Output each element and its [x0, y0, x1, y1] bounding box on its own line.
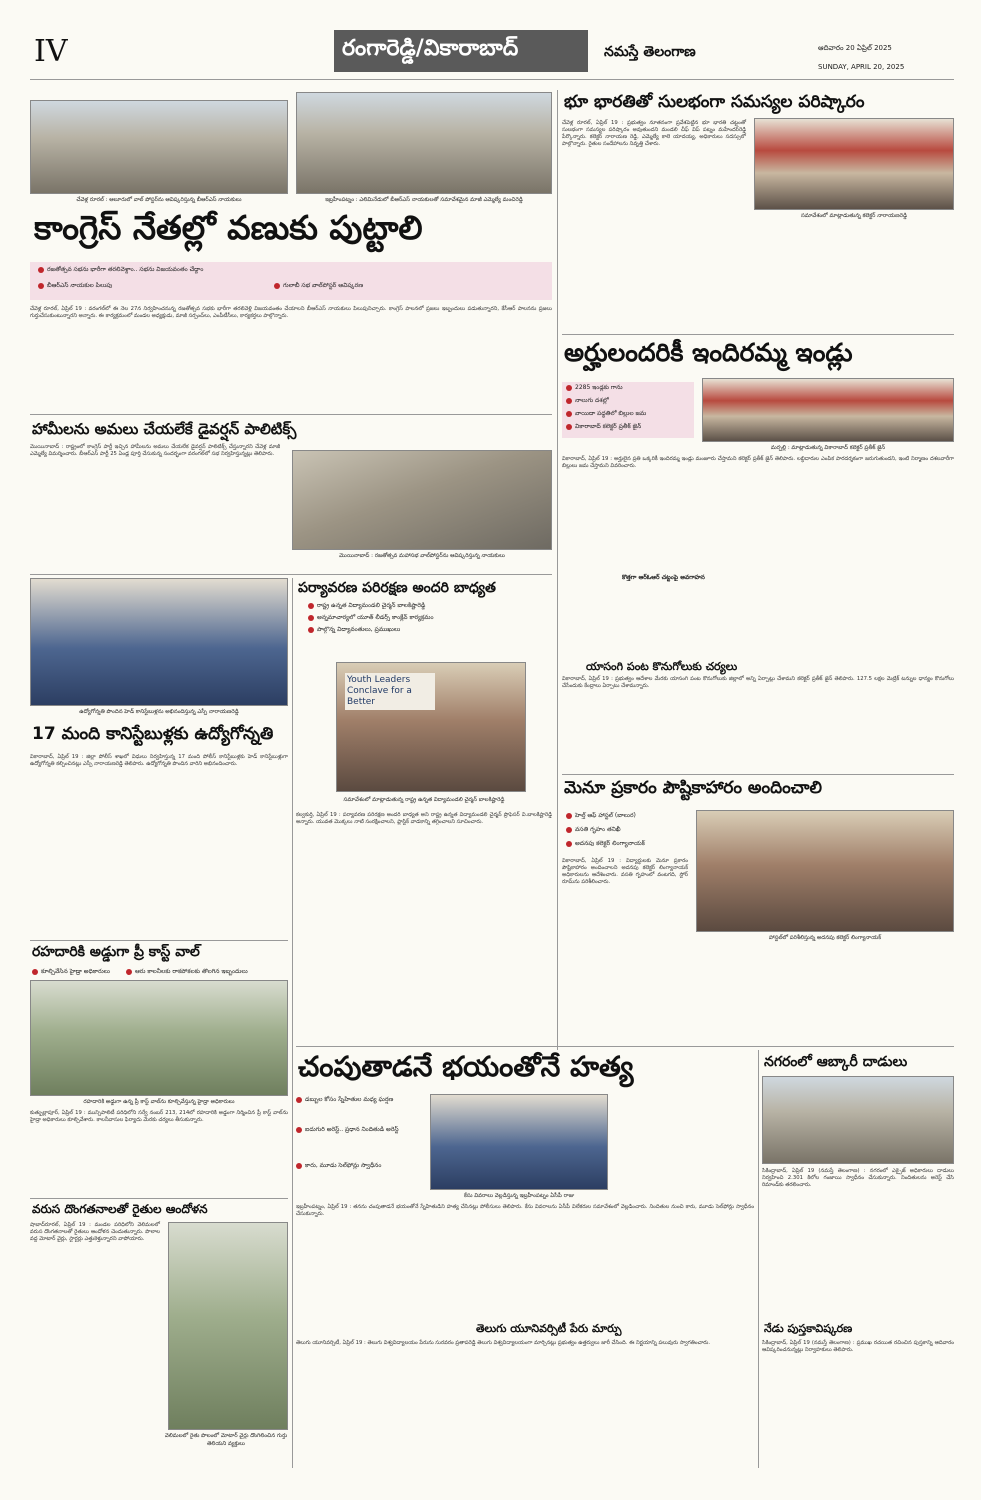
bullet-2 [566, 826, 621, 834]
page-number: IV [34, 34, 68, 69]
divider-vertical [758, 1050, 759, 1468]
caption: రహదారికి అడ్డుగా ఉన్న ప్రీ కాస్ట్ వాల్‌ను కూల్చివేస్తున్న హైడ్రా అధికారులు [83, 1099, 235, 1105]
body: వికారాబాద్, ఏప్రిల్ 19 : ప్రభుత్వం ఆదేశాల మేరకు యాసంగి పంట కొనుగోలుకు జిల్లాలో అన్ని ఏర్పాట్లు చేశామని కలెక్టర్ ప్రతీక్ జైన్ తెలిపారు. 127.5 లక్షల మెట్రిక్ టన్నుల ధాన్యం కొనుగోలు చేసేందుకు కేంద్రాలు ఏర్పాటు చేశామన్నారు. [562, 676, 956, 689]
headline: తెలుగు యూనివర్సిటీ పేరు మార్పు [476, 1322, 622, 1335]
headline: యాసంగి పంట కొనుగోలుకు చర్యలు [586, 660, 738, 673]
bullet-1 [566, 812, 636, 820]
body: వికారాబాద్, ఏప్రిల్ 19 : జిల్లా పోలీస్ శాఖలో విధులు నిర్వహిస్తున్న 17 మంది పోలీస్ కానిస్టేబుళ్లకు హెడ్ కానిస్టేబుళ్లుగా ఉద్యోగోన్నతి కల్పించినట్లు ఎస్పీ నారాయణరెడ్డి తెలిపారు. ఉద్యోగోన్నతి పొందిన వారిని అభినందించారు. [30, 754, 290, 767]
bullet-4-text: వికారాబాద్ కలెక్టర్ ప్రతీక్ జైన్ [575, 423, 642, 430]
photo-farm-theft [168, 1222, 288, 1430]
bullet-icon [126, 969, 132, 975]
subhead-1-text: కూల్చివేసిన హైడ్రా అధికారులు [41, 968, 110, 975]
divider-horizontal [562, 334, 954, 335]
subhead-3 [274, 282, 363, 290]
photo-wallposter-aluru [30, 100, 288, 194]
subhead-3-text: పాల్గొన్న విద్యావంతులు, ప్రముఖులు [317, 626, 401, 633]
bullet-3 [566, 410, 646, 418]
bullet-4 [566, 423, 641, 431]
story-nutrition [562, 778, 954, 1048]
bullet-1 [296, 1096, 422, 1104]
subhead-2-text: బీఆర్‌ఎస్ నాయకుల పిలుపు [47, 282, 113, 289]
bullet-icon [296, 1163, 302, 1169]
bullet-2-text: ఐదుగురి అరెస్ట్.. ప్రధాన నిందితుడి అరెస్ట్ [305, 1126, 399, 1133]
subhead-2 [38, 282, 112, 290]
headline: నగరంలో ఆబ్కారీ దాడులు [764, 1054, 908, 1070]
subhead-2 [308, 614, 434, 622]
subhead-1-text: రాష్ట్ర ఉన్నత విద్యామండలి చైర్మన్ బాలకిష్టారెడ్డి [317, 602, 426, 609]
story-book [762, 1322, 954, 1468]
masthead [0, 0, 981, 82]
story-university [296, 1322, 754, 1468]
bullet-list [296, 1096, 422, 1206]
headline: 17 మంది కానిస్టేబుళ్లకు ఉద్యోగోన్నతి [32, 724, 274, 744]
photo-hostel-inspection [696, 810, 954, 932]
story-wall [30, 944, 288, 1192]
body: సికింద్రాబాద్, ఏప్రిల్ 19 (నమస్తే తెలంగాణ) : ప్రముఖ రచయిత రచించిన పుస్తకాన్ని ఆదివారం ఆవిష్కరించనున్నట్లు నిర్వాహకులు తెలిపారు. [762, 1340, 956, 1353]
story-rain [30, 1202, 288, 1468]
body: సికింద్రాబాద్, ఏప్రిల్ 19 (నమస్తే తెలంగాణ) : నగరంలో ఎక్సైజ్ అధికారులు దాడులు నిర్వహించి 2.301 కిలోల గంజాయి స్వాధీనం చేసుకున్నారు. నిందితులను అరెస్ట్ చేసి రిమాండ్‌కు తరలించారు. [762, 1168, 956, 1188]
headline: మెనూ ప్రకారం పౌష్టికాహారం అందించాలి [564, 778, 822, 798]
photo-bhubharathi-meeting [754, 118, 954, 210]
subhead-1 [32, 968, 110, 976]
photo-youth-conclave [336, 662, 526, 792]
body: చేవెళ్ల రూరల్, ఏప్రిల్ 19 : వరంగల్‌లో ఈ నెల 27న నిర్వహించనున్న రజతోత్సవ సభకు భారీగా తరలివెళ్లి విజయవంతం చేయాలని బీఆర్‌ఎస్ నాయకులు పిలుపునిచ్చారు. కాంగ్రెస్ పాలనలో ప్రజలు ఇబ్బందులు పడుతున్నారని, కేసీఆర్ పాలనను ప్రజలు గుర్తుచేసుకుంటున్నారని అన్నారు. ఈ కార్యక్రమంలో మండల అధ్యక్షుడు, మాజీ సర్పంచ్‌లు, ఎంపీటీసీలు, కార్యకర్తలు పాల్గొన్నారు. [30, 306, 554, 319]
bullet-icon [566, 827, 572, 833]
bullet-2-text: నాలుగు దశల్లో [575, 397, 609, 404]
photo-indiramma-meeting [702, 378, 954, 442]
subhead-3 [308, 626, 400, 634]
bullet-icon [38, 283, 44, 289]
bullet-icon [38, 267, 44, 273]
bullet-1 [566, 384, 623, 392]
headline: నేడు పుస్తకావిష్కరణ [764, 1322, 853, 1335]
section-title: రంగారెడ్డి/వికారాబాద్ [342, 36, 519, 61]
divider-vertical [557, 90, 558, 1050]
bullet-icon [566, 398, 572, 404]
bullet-icon [566, 385, 572, 391]
story-murder [296, 1050, 754, 1314]
bullet-icon [566, 424, 572, 430]
body: మొయినాబాద్ : రాష్ట్రంలో కాంగ్రెస్ పార్టీ ఇచ్చిన హామీలను అమలు చేయలేక డైవర్షన్ పాలిటిక్స్ చేస్తున్నారని చేవెళ్ల మాజీ ఎమ్మెల్యే విమర్శించారు. బీఆర్‌ఎస్ పార్టీ 25 ఏండ్ల పూర్తి చేసుకున్న సందర్భంగా వరంగల్‌లో సభ నిర్వహిస్తున్నట్లు తెలిపారు. [30, 444, 282, 457]
subhead-2 [126, 968, 248, 976]
caption-1: చేవెళ్ల రూరల్ : ఆలూరులో వాల్ పోస్టర్‌ను ఆవిష్కరిస్తున్న బీఆర్‌ఎస్ నాయకులు [76, 197, 242, 203]
photo-excise-raid [762, 1076, 954, 1164]
story-promotion [30, 578, 288, 938]
bullet-3-text: కారు, మూడు సెల్‌ఫోన్లు స్వాధీనం [305, 1162, 382, 1169]
bullet-3-text: వాయిదా పద్ధతిలో బిల్లుల జమ [575, 410, 647, 417]
story-congress [30, 92, 552, 410]
subhead-1 [308, 602, 425, 610]
story-indiramma [562, 338, 954, 638]
bullet-icon [308, 627, 314, 633]
bullet-icon [296, 1127, 302, 1133]
bullet-2 [296, 1126, 422, 1134]
bullet-2-text: వసతి గృహం తనిఖీ [575, 826, 621, 833]
divider-horizontal [30, 1198, 288, 1199]
bullet-icon [566, 411, 572, 417]
bullet-3 [566, 840, 645, 848]
body: షాబాద్‌రూరల్, ఏప్రిల్ 19 : మండల పరిధిలోని వెలిమలలో వరుస దొంగతనాలతో రైతులు ఆందోళన చెందుతున్నారు. పొలాల వద్ద మోటార్ వైర్లు, స్టార్టర్లు ఎత్తుకెళ్తున్నారని వాపోయారు. [30, 1222, 162, 1242]
headline: హామీలను అమలు చేయలేకే డైవర్షన్ పాలిటిక్స్ [32, 420, 297, 438]
headline: రహదారికి అడ్డుగా ప్రీ కాస్ట్ వాల్ [32, 944, 200, 960]
divider-horizontal [30, 414, 552, 415]
headline: అర్హులందరికీ ఇందిరమ్మ ఇండ్లు [564, 338, 853, 367]
caption: మొయినాబాద్ : రజతోత్సవ మహాసభ వాల్‌పోస్టర్‌ను ఆవిష్కరిస్తున్న నాయకులు [339, 553, 505, 559]
subhead-box [30, 262, 552, 300]
divider-horizontal [562, 774, 954, 775]
subhead-1-text: రజతోత్సవ సభను భారీగా తరలివెళ్దాం.. సభను విజయవంతం చేద్దాం [47, 266, 204, 273]
story-bhubharathi [562, 92, 954, 332]
headline: పర్యావరణ పరిరక్షణ అందరి బాధ్యత [298, 580, 496, 596]
caption: వెలిమలలో రైతు పొలంలో మోటార్ వైర్లు దొంగిలించిన గుర్తు తెలియని వ్యక్తులు [164, 1433, 288, 1447]
divider-horizontal [30, 574, 552, 575]
photo-meeting-elimineedu [296, 92, 552, 194]
section-banner [334, 30, 588, 72]
bullet-2 [566, 397, 609, 405]
divider-vertical [292, 578, 293, 1468]
caption: హాస్టల్‌లో పరిశీలిస్తున్న అదనపు కలెక్టర్ లింగ్యానాయక్ [768, 935, 882, 941]
subhead-2-text: అన్నమాచార్యలో యూత్ లీడర్స్ కాంక్లేవ్ కార్యక్రమం [317, 614, 434, 621]
photo-police-press [430, 1094, 608, 1190]
bullet-icon [308, 603, 314, 609]
bullet-icon [566, 813, 572, 819]
bullet-1-text: డబ్బుల కోసం స్నేహితుల మధ్య ఘర్షణ [305, 1096, 394, 1103]
masthead-rule [30, 79, 954, 80]
body: ఇబ్రహీంపట్నం, ఏప్రిల్ 19 : తనను చంపుతాడనే భయంతోనే స్నేహితుడిని హత్య చేసినట్లు పోలీసులు తెలిపారు. కేసు వివరాలను ఏసీపీ విలేకరుల సమావేశంలో వెల్లడించారు. నిందితుల నుంచి కారు, మూడు సెల్‌ఫోన్లు స్వాధీనం చేసుకున్నారు. [296, 1204, 756, 1217]
body: వికారాబాద్, ఏప్రిల్ 19 : అర్హులైన ప్రతి ఒక్కరికీ ఇందిరమ్మ ఇండ్లు మంజూరు చేస్తామని కలెక్టర్ ప్రతీక్ జైన్ తెలిపారు. లబ్ధిదారుల ఎంపిక పారదర్శకంగా జరుగుతుందని, ఇంటి నిర్మాణం దశలవారీగా బిల్లులు జమ చేస్తామని వివరించారు. [562, 456, 956, 469]
bullet-1-text: హెల్త్ ఆఫ్ హాస్టల్ (బాలుర) [575, 812, 636, 819]
divider-horizontal [30, 940, 288, 941]
date-en: SUNDAY, APRIL 20, 2025 [818, 63, 905, 71]
body: కుత్బుల్లాపూర్, ఏప్రిల్ 19 : మున్సిపాలిటీ పరిధిలోని సర్వే నంబర్ 213, 214లో రహదారికి అడ్డంగా నిర్మించిన ప్రీ కాస్ట్ వాల్‌ను హైడ్రా అధికారులు కూల్చివేశారు. కాలనీవాసుల ఫిర్యాదు మేరకు చర్యలు తీసుకున్నారు. [30, 1110, 290, 1123]
bullet-1-text: 2285 ఇండ్లకు గాను [575, 384, 623, 391]
subhead-3-text: గులాబీ సభ వాల్‌పోస్టర్ ఆవిష్కరణ [283, 282, 364, 289]
bullet-icon [566, 841, 572, 847]
date-te: ఆదివారం 20 ఏప్రిల్ 2025 [818, 44, 892, 52]
caption-2: ఇబ్రహీంపట్నం : ఎలిమినేడులో బీఆర్‌ఎస్ నాయకులతో సమావేశమైన మాజీ ఎమ్మెల్యే మంచిరెడ్డి [325, 197, 523, 203]
headline: కాంగ్రెస్ నేతల్లో వణుకు పుట్టాలి [34, 208, 423, 247]
bullet-3 [296, 1162, 422, 1170]
banner-text: Youth Leaders Conclave for a Better [345, 673, 435, 710]
body: చేవెళ్ల రూరల్, ఏప్రిల్ 19 : ప్రభుత్వం నూతనంగా ప్రవేశపెట్టిన భూ భారతి చట్టంతో సులభంగా సమస్యల పరిష్కారం అవుతుందని మండలి చీఫ్ విప్ పట్నం మహేందర్‌రెడ్డి పేర్కొన్నారు. కలెక్టర్ నారాయణ రెడ్డి, ఎమ్మెల్యే కాలె యాదయ్య, అధికారులు సదస్సులో పాల్గొన్నారు. రైతుల సందేహాలను నివృత్తి చేశారు. [562, 120, 748, 147]
story-environment [296, 580, 552, 1042]
body: వికారాబాద్, ఏప్రిల్ 19 : విద్యార్థులకు మెనూ ప్రకారం పౌష్టికాహారం అందించాలని అదనపు కలెక్టర్ లింగ్యానాయక్ అధికారులను ఆదేశించారు. వసతి గృహంలో వంటగది, స్టోర్ రూమ్‌ను పరిశీలించారు. [562, 858, 690, 885]
headline: భూ భారతితో సులభంగా సమస్యల పరిష్కారం [564, 92, 865, 112]
subhead-1 [38, 266, 203, 274]
story-diversion [30, 420, 552, 570]
caption: ఉద్యోగోన్నతి పొందిన హెడ్ కానిస్టేబుళ్లను అభినందిస్తున్న ఎస్పీ నారాయణరెడ్డి [79, 709, 239, 715]
headline: వరుస దొంగతనాలతో రైతుల ఆందోళన [32, 1202, 208, 1216]
story-crops [562, 660, 954, 770]
caption: సమావేశంలో మాట్లాడుతున్న కలెక్టర్ నారాయణరెడ్డి [800, 213, 908, 219]
body: తెలుగు యూనివర్సిటీ, ఏప్రిల్ 19 : తెలుగు విశ్వవిద్యాలయం పేరును సురవరం ప్రతాపరెడ్డి తెలుగు విశ్వవిద్యాలయంగా మార్చినట్లు ప్రభుత్వం ఉత్తర్వులు జారీ చేసింది. ఈ నిర్ణయాన్ని పలువురు స్వాగతించారు. [296, 1340, 711, 1346]
caption: సమావేశంలో మాట్లాడుతున్న రాష్ట్ర ఉన్నత విద్యామండలి చైర్మన్ బాలకిష్టారెడ్డి [343, 797, 505, 803]
divider-horizontal [296, 1046, 954, 1047]
caption: కేసు వివరాలు వెల్లడిస్తున్న ఇబ్రహీంపట్నం ఏసీపీ రాజు [463, 1193, 575, 1199]
bullet-icon [296, 1097, 302, 1103]
body: కల్వకుర్తి, ఏప్రిల్ 19 : పర్యావరణ పరిరక్షణ అందరి బాధ్యత అని రాష్ట్ర ఉన్నత విద్యామండలి చైర్మన్ ప్రొఫెసర్ వి.బాలకిష్టారెడ్డి అన్నారు. యువత మొక్కలు నాటి సంరక్షించాలని, ప్లాస్టిక్ వాడకాన్ని తగ్గించాలని సూచించారు. [296, 812, 554, 825]
photo-wallposter-moinabad [292, 450, 552, 550]
bullet-icon [32, 969, 38, 975]
photo-demolition [30, 980, 288, 1096]
photo-police-promotion [30, 578, 288, 706]
bullet-icon [274, 283, 280, 289]
headline: చంపుతాడనే భయంతోనే హత్య [298, 1050, 634, 1083]
bullet-icon [308, 615, 314, 621]
paper-name: నమస్తే తెలంగాణ [604, 44, 696, 60]
subnote: కొత్తగా ఆర్‌ఓఆర్ చట్టంపై అవగాహన [622, 574, 705, 581]
story-excise [762, 1054, 954, 1314]
subhead-2-text: ఆరు కాలనీలకు రాకపోకలకు తొలగిన ఇబ్బందులు [135, 968, 248, 975]
caption: మర్పల్లి : మాట్లాడుతున్న వికారాబాద్ కలెక్టర్ ప్రతీక్ జైన్ [770, 445, 886, 451]
bullet-box [562, 382, 694, 438]
bullet-3-text: అదనపు కలెక్టర్ లింగ్యానాయక్ [575, 840, 645, 847]
